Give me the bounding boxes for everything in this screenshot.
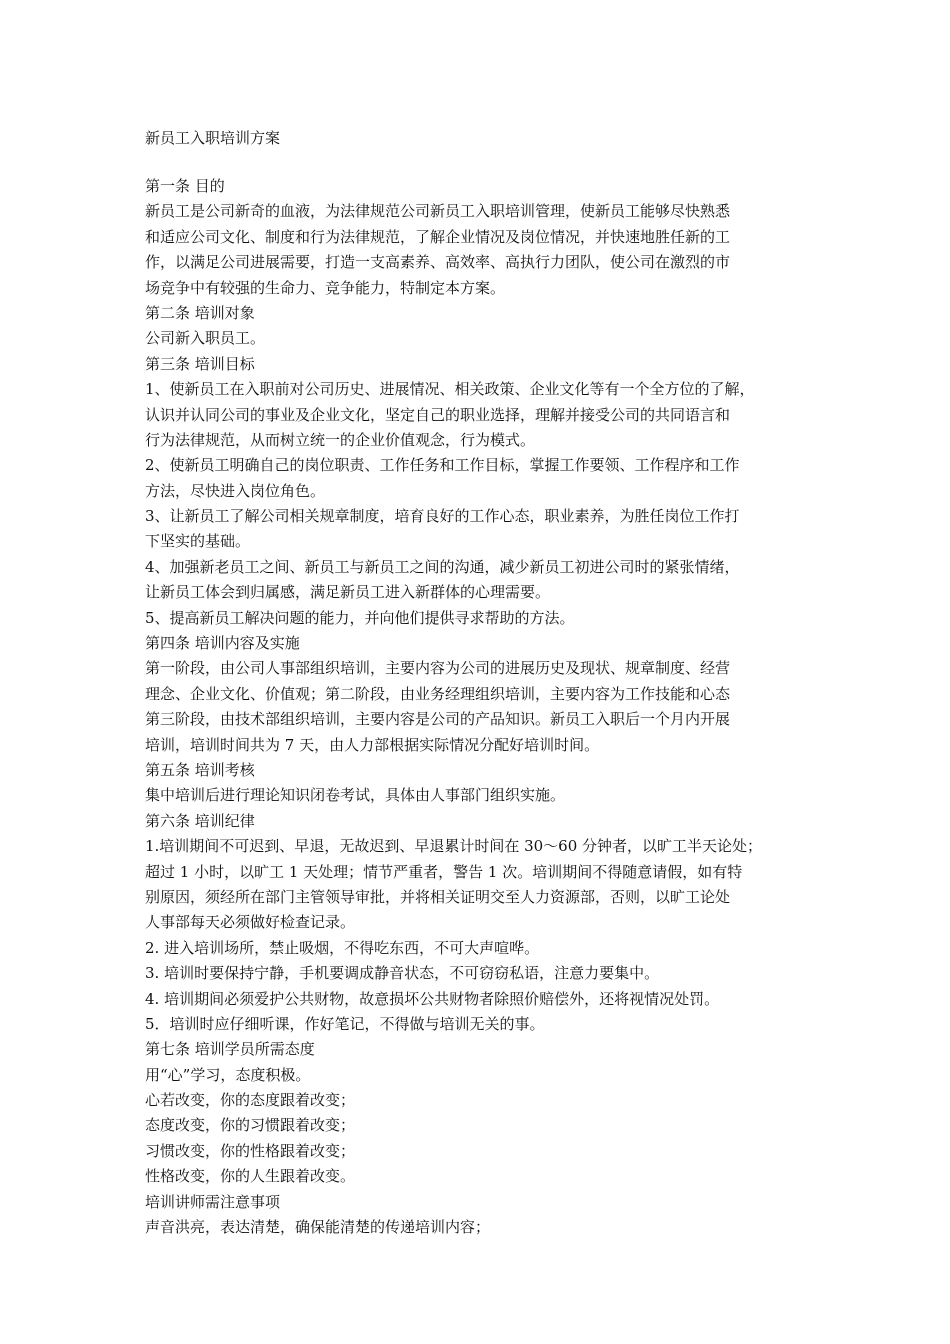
document-line: 4. 培训期间必须爱护公共财物，故意损坏公共财物者除照价赔偿外，还将视情况处罚。	[145, 989, 720, 1008]
document-line: 第七条 培训学员所需态度	[145, 1040, 315, 1059]
document-line: 认识并认同公司的事业及企业文化，坚定自己的职业选择，理解并接受公司的共同语言和	[145, 405, 731, 424]
document-line: 培训讲师需注意事项	[145, 1192, 281, 1211]
document-line: 理念、企业文化、价值观；第二阶段，由业务经理组织培训，主要内容为工作技能和心态	[145, 684, 731, 703]
document-line: 5．培训时应仔细听课，作好笔记，不得做与培训无关的事。	[145, 1014, 545, 1033]
document-line: 和适应公司文化、制度和行为法律规范，了解企业情况及岗位情况，并快速地胜任新的工	[145, 227, 731, 246]
document-line: 场竞争中有较强的生命力、竞争能力，特制定本方案。	[145, 278, 506, 297]
document-line: 别原因，须经所在部门主管领导审批，并将相关证明交至人力资源部，否则，以旷工论处	[145, 887, 731, 906]
document-line: 行为法律规范，从而树立统一的企业价值观念，行为模式。	[145, 430, 536, 449]
document-line: 第六条 培训纪律	[145, 811, 255, 830]
document-line: 3. 培训时要保持宁静，手机要调成静音状态，不可窃窃私语，注意力要集中。	[145, 964, 660, 983]
document-line: 第一阶段，由公司人事部组织培训，主要内容为公司的进展历史及现状、规章制度、经营	[145, 659, 731, 678]
document-line: 第一条 目的	[145, 177, 225, 195]
document-line: 性格改变，你的人生跟着改变。	[145, 1167, 356, 1186]
document-line: 习惯改变，你的性格跟着改变；	[145, 1141, 356, 1160]
document-line: 1.培训期间不可迟到、早退，无故迟到、早退累计时间在 30～60 分钟者，以旷工半天论处；	[145, 837, 763, 856]
document-line: 培训，培训时间共为 7 天，由人力部根据实际情况分配好培训时间。	[145, 735, 600, 754]
document-line: 集中培训后进行理论知识闭卷考试，具体由人事部门组织实施。	[145, 786, 566, 805]
document-line: 第三条 培训目标	[145, 354, 255, 373]
document-line: 3、让新员工了解公司相关规章制度，培育良好的工作心态，职业素养，为胜任岗位工作打	[145, 507, 740, 526]
document-line: 2、使新员工明确自己的岗位职责、工作任务和工作目标，掌握工作要领、工作程序和工作	[145, 456, 740, 475]
document-line: 人事部每天必须做好检查记录。	[145, 913, 356, 932]
document-line: 超过 1 小时，以旷工 1 天处理；情节严重者，警告 1 次。培训期间不得随意请假，如有特	[145, 862, 743, 881]
document-line: 态度改变，你的习惯跟着改变；	[145, 1116, 356, 1135]
document-line: 让新员工体会到归属感，满足新员工进入新群体的心理需要。	[145, 583, 551, 602]
document-line: 第五条 培训考核	[145, 760, 255, 779]
document-line: 第三阶段，由技术部组织培训，主要内容是公司的产品知识。新员工入职后一个月内开展	[145, 710, 731, 729]
document-line: 用“心”学习，态度积极。	[145, 1065, 311, 1084]
document-line: 第二条 培训对象	[145, 303, 255, 322]
document-line: 方法，尽快进入岗位角色。	[145, 481, 326, 500]
document-line: 公司新入职员工。	[145, 329, 266, 348]
document-line: 5、提高新员工解决问题的能力，并向他们提供寻求帮助的方法。	[145, 608, 575, 627]
document-title: 新员工入职培训方案	[145, 129, 281, 147]
document-line: 作，以满足公司进展需要，打造一支高素养、高效率、高执行力团队，使公司在激烈的市	[145, 253, 731, 272]
document-line: 第四条 培训内容及实施	[145, 634, 300, 653]
document-line: 4、加强新老员工之间、新员工与新员工之间的沟通，减少新员工初进公司时的紧张情绪，	[145, 557, 740, 576]
document-line: 新员工是公司新奇的血液，为法律规范公司新员工入职培训管理，使新员工能够尽快熟悉	[145, 202, 731, 221]
document-line: 下坚实的基础。	[145, 532, 251, 551]
document-body	[145, 174, 815, 1240]
document-line: 2. 进入培训场所，禁止吸烟，不得吃东西，不可大声喧哗。	[145, 938, 540, 957]
document-line: 声音洪亮，表达清楚，确保能清楚的传递培训内容；	[145, 1218, 491, 1237]
document-line: 1、使新员工在入职前对公司历史、进展情况、相关政策、企业文化等有一个全方位的了解，	[145, 380, 755, 399]
document-line: 心若改变，你的态度跟着改变；	[145, 1091, 356, 1110]
